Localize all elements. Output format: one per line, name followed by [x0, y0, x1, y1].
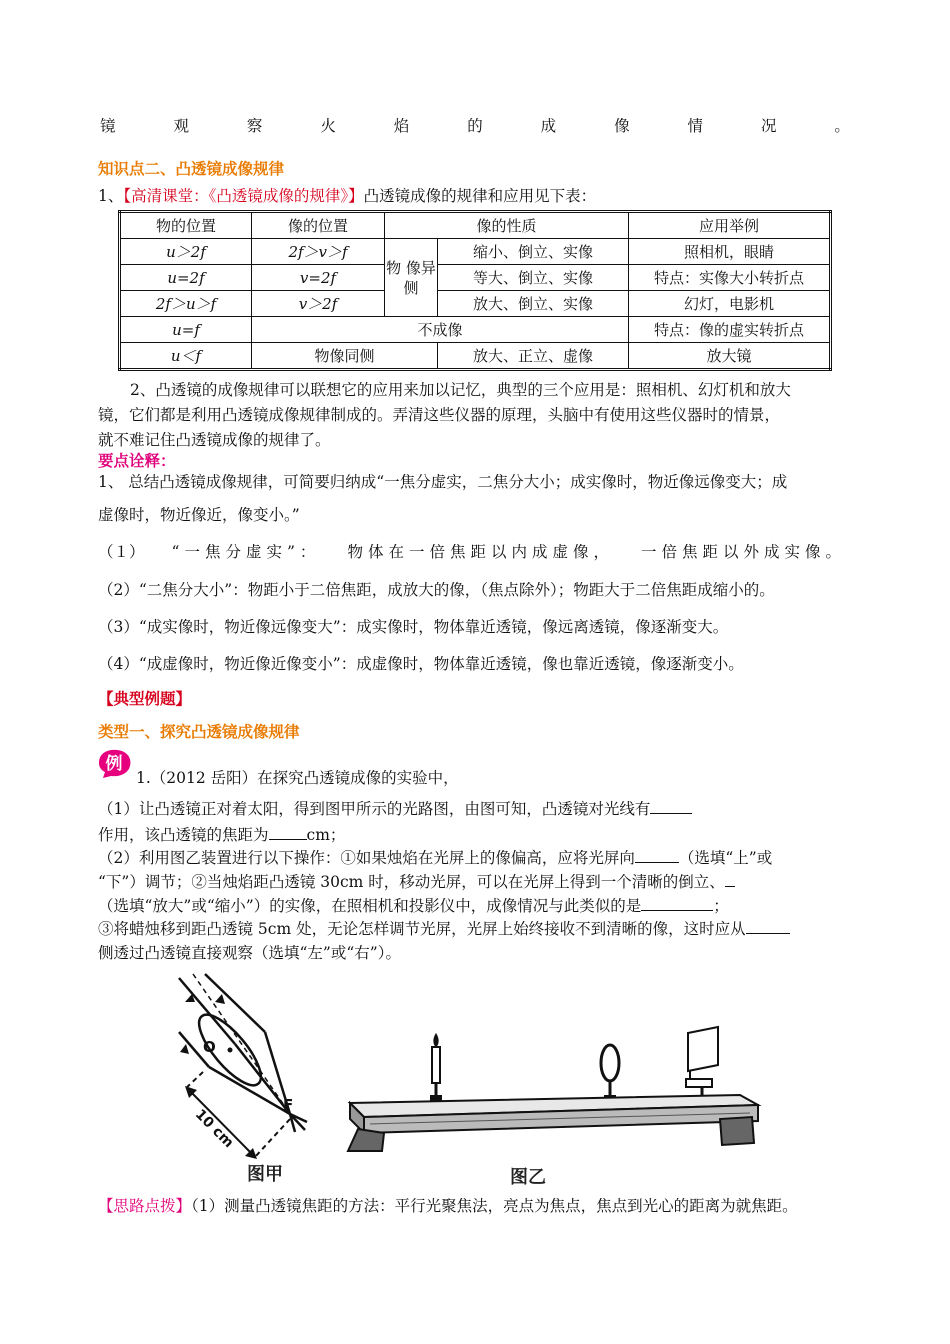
use-cell: 幻灯，电影机 [629, 291, 831, 317]
item-1 [98, 186, 858, 206]
section-title: 知识点二、凸透镜成像规律 [98, 160, 285, 178]
question-line [98, 918, 858, 939]
nature-cell: 放大、正立、虚像 [438, 343, 629, 370]
lesson-link[interactable]: 【高清课堂：《凸透镜成像的规律》】 [123, 187, 364, 205]
question-text: “下”）调节；②当烛焰距凸透镜 30cm 时，移动光屏，可以在光屏上得到一个清晰的倒立、 [98, 873, 725, 891]
question-line [98, 798, 858, 819]
table-row [120, 239, 831, 265]
object-cell: u＜f [120, 343, 252, 370]
text-char: 像 [614, 117, 630, 135]
header-cell: 像的性质 [385, 212, 629, 239]
image-cell: v＞2f [252, 291, 385, 317]
item-text: 凸透镜成像的规律和应用见下表： [363, 187, 597, 205]
text-char: 察 [246, 117, 263, 135]
use-cell: 照相机，眼睛 [629, 239, 831, 265]
answer-blank[interactable] [269, 824, 307, 840]
image-cell: v=2f [252, 265, 385, 291]
answer-blank[interactable] [650, 798, 692, 814]
question-text: cm； [306, 826, 346, 844]
table-row [120, 291, 831, 317]
object-cell: u=f [120, 317, 252, 343]
hint-text: （1）测量凸透镜焦距的方法：平行光聚焦法，亮点为焦点，焦点到光心的距离为就焦距。 [191, 1197, 798, 1215]
question-text: （2）利用图乙装置进行以下操作：①如果烛焰在光屏上的像偏高，应将光屏向 [98, 849, 635, 867]
text-char: 况 [760, 117, 777, 135]
key-point-item-4: （4）“成虚像时，物近像近像变小”：成虚像时，物体靠近透镜，像也靠近透镜，像逐渐变小。 [98, 655, 744, 673]
text-char: 。 [834, 117, 850, 135]
label-f: F [283, 1096, 294, 1114]
question-text: （选填“上”或 [678, 849, 773, 867]
table-row [120, 317, 831, 343]
key-points-title: 要点诠释： [98, 452, 176, 470]
question-line [98, 847, 858, 868]
figure-a-ray-diagram [165, 972, 315, 1192]
figure-b-optical-bench [340, 1025, 770, 1190]
question-line [98, 824, 858, 845]
question-line: 侧透过凸透镜直接观察（选填“左”或“右”）。 [98, 944, 401, 962]
text-char: 的 [467, 117, 483, 135]
hint-label: 【思路点拨】 [98, 1197, 192, 1215]
screen-icon [686, 1027, 718, 1103]
candle-icon [430, 1033, 442, 1103]
label-o: O [203, 1038, 216, 1056]
question-text: （1）让凸透镜正对着太阳，得到图甲所示的光路图，由图可知，凸透镜对光线有 [98, 800, 651, 818]
question-line [98, 871, 858, 892]
object-cell: u=2f [120, 265, 252, 291]
question-text: ； [713, 897, 729, 915]
use-cell: 放大镜 [629, 343, 831, 370]
key-explanation: 一倍焦距以外成实像。 [640, 543, 846, 561]
side-label-cell: 物 像异侧 [385, 239, 438, 317]
key-point-item-3: （3）“成实像时，物近像远像变大”：成实像时，物体靠近透镜，像远离透镜，像逐渐变大。 [98, 618, 729, 636]
bench-rail [348, 1095, 758, 1151]
text-char: 火 [320, 117, 336, 135]
key-explanation: 物体在一倍焦距以内成虚像， [347, 543, 614, 561]
paragraph-line: 镜，它们都是利用凸透镜成像规律制成的。弄清这些仪器的原理，头脑中有使用这些仪器时的情景， [98, 406, 781, 424]
key-point-line: 虚像时，物近像近，像变小。” [98, 506, 300, 524]
header-cell: 物的位置 [120, 212, 252, 239]
object-cell: u＞2f [120, 239, 252, 265]
hint-line [98, 1196, 868, 1216]
text-char: 镜 [100, 117, 116, 135]
answer-blank[interactable] [725, 871, 735, 887]
question-intro: 1.（2012 岳阳）在探究凸透镜成像的实验中， [136, 769, 459, 787]
key-point-item-1 [98, 542, 846, 562]
question-text: （选填“放大”或“缩小”）的实像，在照相机和投影仪中，成像情况与此类似的是 [98, 897, 642, 915]
answer-blank[interactable] [641, 895, 713, 911]
image-cell: 2f＞v＞f [252, 239, 385, 265]
lens-icon [601, 1045, 619, 1103]
nature-cell: 等大、倒立、实像 [438, 265, 629, 291]
merged-cell: 不成像 [252, 317, 629, 343]
image-cell: 物像同侧 [252, 343, 438, 370]
text-char: 成 [540, 117, 557, 135]
answer-blank[interactable] [635, 847, 679, 863]
figure-a-caption: 图甲 [247, 1164, 283, 1185]
use-cell: 特点：像的虚实转折点 [629, 317, 831, 343]
header-cell: 像的位置 [252, 212, 385, 239]
table-row [120, 265, 831, 291]
figure-b-caption: 图乙 [510, 1167, 546, 1188]
object-cell: 2f＞u＞f [120, 291, 252, 317]
text-char: 观 [173, 117, 189, 135]
item-number: 1、 [98, 187, 124, 205]
question-text: ③将蜡烛移到距凸透镜 5cm 处，无论怎样调节光屏，光屏上始终接收不到清晰的像，这时应从 [98, 920, 746, 938]
type1-title: 类型一、探究凸透镜成像规律 [98, 723, 300, 741]
use-cell: 特点：实像大小转折点 [629, 265, 831, 291]
key-point-item-2: （2）“二焦分大小”：物距小于二倍焦距，成放大的像，（焦点除外）；物距大于二倍焦距成缩小的。 [98, 581, 775, 599]
header-cell: 应用举例 [629, 212, 831, 239]
paragraph-line: 就不难记住凸透镜成像的规律了。 [98, 431, 331, 449]
nature-cell: 放大、倒立、实像 [438, 291, 629, 317]
text-char: 焰 [393, 117, 410, 135]
label-distance: 10 cm [191, 1106, 237, 1152]
examples-title: 【典型例题】 [98, 690, 192, 708]
table-row [120, 343, 831, 370]
table-header-row [120, 212, 831, 239]
paragraph-line: 2、凸透镜的成像规律可以联想它的应用来加以记忆，典型的三个应用是：照相机、幻灯机和放大 [130, 381, 791, 399]
key-point-line: 1、 总结凸透镜成像规律，可简要归纳成“一焦分虚实，二焦分大小；成实像时，物近像远像变大；成 [98, 473, 788, 491]
badge-char: 例 [105, 754, 123, 774]
key-phrase: “一焦分虚实”： [171, 543, 321, 561]
answer-blank[interactable] [746, 918, 790, 934]
continued-text-line [100, 116, 850, 136]
item-number: （１） [98, 543, 145, 561]
text-char: 情 [687, 117, 704, 135]
nature-cell: 缩小、倒立、实像 [438, 239, 629, 265]
imaging-rules-table [118, 210, 832, 371]
question-line [98, 895, 858, 916]
question-text: 作用，该凸透镜的焦距为 [98, 826, 269, 844]
example-badge-icon [97, 748, 133, 778]
